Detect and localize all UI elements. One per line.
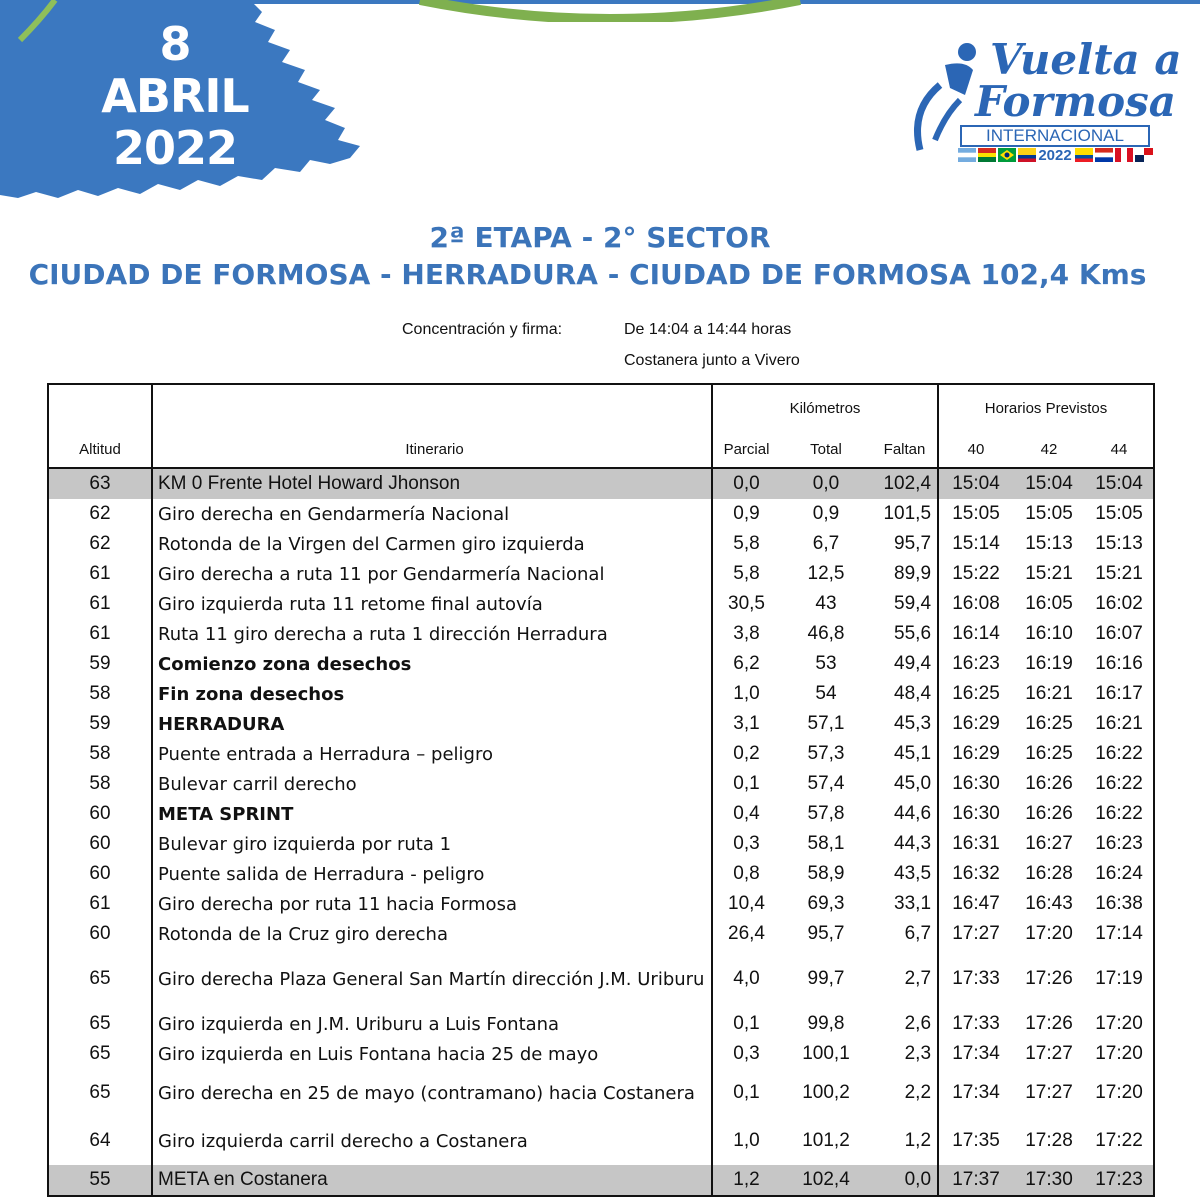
faltan-cell: 49,4 [872, 649, 938, 679]
h42-cell: 15:05 [1025, 503, 1073, 524]
h42-cell: 16:26 [1025, 803, 1073, 824]
itinerario-cell: Rotonda de la Virgen del Carmen giro izquierda [152, 529, 712, 559]
h40-cell: 17:34 [952, 1043, 1000, 1064]
logo-line1: Vuelta a [990, 35, 1182, 84]
parcial-cell: 5,8 [733, 533, 760, 554]
total-cell: 12,5 [807, 563, 845, 584]
altitud-cell: 65 [48, 1009, 152, 1039]
h42-cell: 17:30 [1013, 1165, 1085, 1196]
altitud-cell: 65 [48, 1069, 152, 1117]
h40-cell: 15:04 [938, 468, 1013, 499]
table-row [48, 919, 1154, 949]
itinerario-cell: Bulevar giro izquierda por ruta 1 [152, 829, 712, 859]
table-row [48, 859, 1154, 889]
km-group-header: Kilómetros [712, 384, 938, 431]
logo-year: 2022 [1038, 147, 1072, 164]
date-year: 2022 [112, 121, 238, 175]
itinerary-table [47, 383, 1155, 1197]
h40-cell: 16:31 [952, 833, 1000, 854]
h44-cell: 16:21 [1095, 713, 1143, 734]
h42-cell: 16:25 [1025, 743, 1073, 764]
itinerario-cell: KM 0 Frente Hotel Howard Jhonson [152, 468, 712, 499]
h42-cell: 16:27 [1025, 833, 1073, 854]
h44-cell: 16:07 [1095, 623, 1143, 644]
altitud-cell: 61 [48, 619, 152, 649]
table-header-bottom [48, 431, 1154, 468]
faltan-cell: 2,6 [872, 1009, 938, 1039]
faltan-cell: 89,9 [872, 559, 938, 589]
itinerario-cell: Giro derecha en Gendarmería Nacional [152, 499, 712, 529]
total-cell: 101,2 [802, 1130, 850, 1151]
h40-cell: 17:33 [952, 1013, 1000, 1034]
faltan-cell: 43,5 [872, 859, 938, 889]
parcial-cell: 5,8 [733, 563, 760, 584]
table-row [48, 829, 1154, 859]
itinerario-cell: Comienzo zona desechos [152, 649, 712, 679]
faltan-cell: 0,0 [872, 1165, 938, 1196]
itinerario-cell: META en Costanera [152, 1165, 712, 1196]
h44-cell: 17:20 [1095, 1043, 1143, 1064]
total-cell: 43 [815, 593, 837, 614]
table-row [48, 589, 1154, 619]
altitud-cell: 61 [48, 559, 152, 589]
table-row [48, 949, 1154, 1009]
h40-cell: 16:25 [952, 683, 1000, 704]
date-month: ABRIL [101, 69, 249, 123]
h44-cell: 17:22 [1095, 1130, 1143, 1151]
altitud-cell: 65 [48, 1039, 152, 1069]
itinerario-cell: Bulevar carril derecho [152, 769, 712, 799]
faltan-cell: 2,7 [872, 949, 938, 1009]
itinerario-cell: Giro izquierda ruta 11 retome final autovía [152, 589, 712, 619]
stage-title: 2ª ETAPA - 2° SECTOR [429, 221, 771, 254]
total-cell: 102,4 [780, 1165, 872, 1196]
altitud-cell: 60 [48, 799, 152, 829]
parcial-cell: 3,1 [733, 713, 760, 734]
h40-cell: 16:29 [952, 743, 1000, 764]
total-cell: 46,8 [807, 623, 845, 644]
h42-cell: 16:21 [1025, 683, 1073, 704]
h42-cell: 17:20 [1025, 923, 1073, 944]
table-row [48, 739, 1154, 769]
h42-cell: 17:26 [1025, 1013, 1073, 1034]
parcial-cell: 0,9 [733, 503, 760, 524]
table-row [48, 619, 1154, 649]
h44-cell: 15:05 [1095, 503, 1143, 524]
green-swoosh [400, 0, 820, 22]
itinerario-cell: Fin zona desechos [152, 679, 712, 709]
total-cell: 57,3 [807, 743, 845, 764]
parcial-cell: 1,0 [733, 683, 760, 704]
horarios-group-header: Horarios Previstos [984, 399, 1108, 417]
total-cell: 69,3 [807, 893, 845, 914]
altitud-cell: 59 [48, 709, 152, 739]
ecuador-flag-icon [1075, 148, 1093, 162]
h40-cell: 15:05 [952, 503, 1000, 524]
faltan-cell: 101,5 [872, 499, 938, 529]
h44-cell: 16:02 [1095, 593, 1143, 614]
faltan-cell: 45,3 [872, 709, 938, 739]
h42-cell: 17:27 [1025, 1043, 1073, 1064]
paraguay-flag-icon [1095, 148, 1113, 162]
h42-cell: 16:28 [1025, 863, 1073, 884]
col-h40: 40 [938, 431, 1013, 468]
h44-cell: 16:16 [1095, 653, 1143, 674]
date-day: 8 [159, 17, 191, 71]
table-row [48, 529, 1154, 559]
parcial-cell: 3,8 [733, 623, 760, 644]
h40-cell: 17:37 [938, 1165, 1013, 1196]
h42-cell: 16:05 [1025, 593, 1073, 614]
h42-cell: 15:13 [1025, 533, 1073, 554]
total-cell: 6,7 [812, 533, 840, 554]
table-row [48, 1069, 1154, 1117]
itinerario-cell: Giro izquierda carril derecho a Costanera [152, 1117, 712, 1165]
table-row [48, 1117, 1154, 1165]
parcial-cell: 30,5 [728, 593, 765, 614]
flags-left [958, 148, 1036, 162]
faltan-cell: 55,6 [872, 619, 938, 649]
col-faltan: Faltan [872, 431, 938, 468]
total-cell: 0,0 [780, 468, 872, 499]
total-cell: 57,4 [807, 773, 845, 794]
table-row [48, 1039, 1154, 1069]
itinerario-cell: Giro izquierda en Luis Fontana hacia 25 de mayo [152, 1039, 712, 1069]
h44-cell: 17:20 [1095, 1013, 1143, 1034]
faltan-cell: 45,1 [872, 739, 938, 769]
altitud-cell: 60 [48, 859, 152, 889]
h40-cell: 17:34 [952, 1082, 1000, 1103]
altitud-cell: 61 [48, 889, 152, 919]
total-cell: 54 [815, 683, 837, 704]
table-row [48, 649, 1154, 679]
h42-cell: 16:10 [1025, 623, 1073, 644]
h40-cell: 16:23 [952, 653, 1000, 674]
faltan-cell: 1,2 [872, 1117, 938, 1165]
col-altitud: Altitud [48, 431, 152, 468]
faltan-cell: 6,7 [872, 919, 938, 949]
logo-internacional: INTERNACIONAL [960, 125, 1150, 147]
col-total: Total [780, 431, 872, 468]
parcial-cell: 0,0 [712, 468, 780, 499]
col-parcial: Parcial [712, 431, 780, 468]
h40-cell: 16:32 [952, 863, 1000, 884]
altitud-cell: 63 [48, 468, 152, 499]
h40-cell: 16:08 [952, 593, 1000, 614]
h44-cell: 17:19 [1095, 968, 1143, 989]
table-header-top [48, 384, 1154, 431]
concentration-label: Concentración y firma: [402, 321, 563, 338]
table-row [48, 769, 1154, 799]
table-row [48, 799, 1154, 829]
itinerario-cell: Puente entrada a Herradura – peligro [152, 739, 712, 769]
itinerario-cell: Giro derecha en 25 de mayo (contramano) hacia Costanera [152, 1069, 712, 1117]
h40-cell: 16:47 [952, 893, 1000, 914]
total-cell: 99,7 [807, 968, 845, 989]
h44-cell: 16:22 [1095, 743, 1143, 764]
h44-cell: 15:21 [1095, 563, 1143, 584]
concentration-time: De 14:04 a 14:44 horas [624, 321, 792, 338]
h40-cell: 17:27 [952, 923, 1000, 944]
faltan-cell: 33,1 [872, 889, 938, 919]
altitud-cell: 61 [48, 589, 152, 619]
faltan-cell: 2,2 [872, 1069, 938, 1117]
table-row [48, 679, 1154, 709]
altitud-cell: 58 [48, 769, 152, 799]
total-cell: 95,7 [807, 923, 845, 944]
concentration-place: Costanera junto a Vivero [624, 352, 800, 369]
h44-cell: 16:23 [1095, 833, 1143, 854]
itinerario-cell: Ruta 11 giro derecha a ruta 1 dirección Herradura [152, 619, 712, 649]
itinerario-cell: Giro derecha por ruta 11 hacia Formosa [152, 889, 712, 919]
h40-cell: 15:22 [952, 563, 1000, 584]
total-cell: 57,8 [807, 803, 845, 824]
itinerario-cell: META SPRINT [152, 799, 712, 829]
altitud-cell: 62 [48, 529, 152, 559]
faltan-cell: 44,6 [872, 799, 938, 829]
altitud-cell: 59 [48, 649, 152, 679]
itinerario-cell: Giro derecha a ruta 11 por Gendarmería Nacional [152, 559, 712, 589]
faltan-cell: 2,3 [872, 1039, 938, 1069]
h42-cell: 16:19 [1025, 653, 1073, 674]
bolivia-flag-icon [978, 148, 996, 162]
h44-cell: 17:14 [1095, 923, 1143, 944]
panama-flag-icon [1135, 148, 1153, 162]
parcial-cell: 0,3 [733, 1043, 760, 1064]
total-cell: 53 [815, 653, 837, 674]
altitud-cell: 60 [48, 919, 152, 949]
total-cell: 57,1 [807, 713, 845, 734]
itinerario-cell: Giro derecha Plaza General San Martín dirección J.M. Uriburu [152, 949, 712, 1009]
altitud-cell: 55 [48, 1165, 152, 1196]
itinerary-rows [48, 468, 1154, 1196]
faltan-cell: 95,7 [872, 529, 938, 559]
argentina-flag-icon [958, 148, 976, 162]
h42-cell: 17:27 [1025, 1082, 1073, 1103]
table-row [48, 709, 1154, 739]
total-cell: 100,1 [802, 1043, 850, 1064]
parcial-cell: 26,4 [728, 923, 765, 944]
itinerario-cell: HERRADURA [152, 709, 712, 739]
parcial-cell: 1,0 [733, 1130, 760, 1151]
altitud-cell: 60 [48, 829, 152, 859]
itinerario-cell: Giro izquierda en J.M. Uriburu a Luis Fontana [152, 1009, 712, 1039]
col-itinerario: Itinerario [152, 431, 712, 468]
table-row [48, 1165, 1154, 1196]
table-row [48, 1009, 1154, 1039]
h44-cell: 16:17 [1095, 683, 1143, 704]
altitud-cell: 62 [48, 499, 152, 529]
altitud-cell: 58 [48, 679, 152, 709]
total-cell: 99,8 [807, 1013, 845, 1034]
altitud-cell: 64 [48, 1117, 152, 1165]
parcial-cell: 0,4 [733, 803, 760, 824]
h42-cell: 16:26 [1025, 773, 1073, 794]
parcial-cell: 0,2 [733, 743, 760, 764]
h42-cell: 15:21 [1025, 563, 1073, 584]
parcial-cell: 0,1 [733, 1013, 760, 1034]
faltan-cell: 59,4 [872, 589, 938, 619]
itinerario-cell: Puente salida de Herradura - peligro [152, 859, 712, 889]
flags-right [1075, 148, 1153, 162]
parcial-cell: 4,0 [733, 968, 760, 989]
faltan-cell: 44,3 [872, 829, 938, 859]
parcial-cell: 0,1 [733, 773, 760, 794]
itinerario-cell: Rotonda de la Cruz giro derecha [152, 919, 712, 949]
col-h42: 42 [1013, 431, 1085, 468]
h42-cell: 15:04 [1013, 468, 1085, 499]
altitud-cell: 65 [48, 949, 152, 1009]
parcial-cell: 0,8 [733, 863, 760, 884]
h42-cell: 17:28 [1025, 1130, 1073, 1151]
faltan-cell: 45,0 [872, 769, 938, 799]
logo-line2: Formosa [975, 77, 1176, 126]
h40-cell: 16:30 [952, 773, 1000, 794]
h44-cell: 16:38 [1095, 893, 1143, 914]
h44-cell: 16:24 [1095, 863, 1143, 884]
h44-cell: 16:22 [1095, 803, 1143, 824]
event-date [95, 18, 255, 174]
h40-cell: 16:30 [952, 803, 1000, 824]
h40-cell: 16:14 [952, 623, 1000, 644]
brazil-flag-icon [998, 148, 1016, 162]
table-row [48, 499, 1154, 529]
table-row [48, 889, 1154, 919]
total-cell: 0,9 [812, 503, 840, 524]
h40-cell: 15:14 [952, 533, 1000, 554]
peru-flag-icon [1115, 148, 1133, 162]
h44-cell: 15:04 [1085, 468, 1154, 499]
h42-cell: 16:25 [1025, 713, 1073, 734]
col-h44: 44 [1085, 431, 1154, 468]
parcial-cell: 10,4 [728, 893, 765, 914]
h44-cell: 17:20 [1095, 1082, 1143, 1103]
total-cell: 58,9 [807, 863, 845, 884]
faltan-cell: 102,4 [872, 468, 938, 499]
h42-cell: 17:26 [1025, 968, 1073, 989]
table-row [48, 559, 1154, 589]
h44-cell: 17:23 [1085, 1165, 1154, 1196]
total-cell: 100,2 [802, 1082, 850, 1103]
h44-cell: 16:22 [1095, 773, 1143, 794]
total-cell: 58,1 [807, 833, 845, 854]
altitud-cell: 58 [48, 739, 152, 769]
h44-cell: 15:13 [1095, 533, 1143, 554]
parcial-cell: 0,1 [733, 1082, 760, 1103]
h40-cell: 17:33 [952, 968, 1000, 989]
h40-cell: 17:35 [952, 1130, 1000, 1151]
faltan-cell: 48,4 [872, 679, 938, 709]
parcial-cell: 0,3 [733, 833, 760, 854]
route-title: CIUDAD DE FORMOSA - HERRADURA - CIUDAD DE FORMOSA 102,4 Kms [28, 258, 1147, 291]
h40-cell: 16:29 [952, 713, 1000, 734]
table-row [48, 468, 1154, 499]
parcial-cell: 1,2 [712, 1165, 780, 1196]
h42-cell: 16:43 [1025, 893, 1073, 914]
parcial-cell: 6,2 [733, 653, 760, 674]
